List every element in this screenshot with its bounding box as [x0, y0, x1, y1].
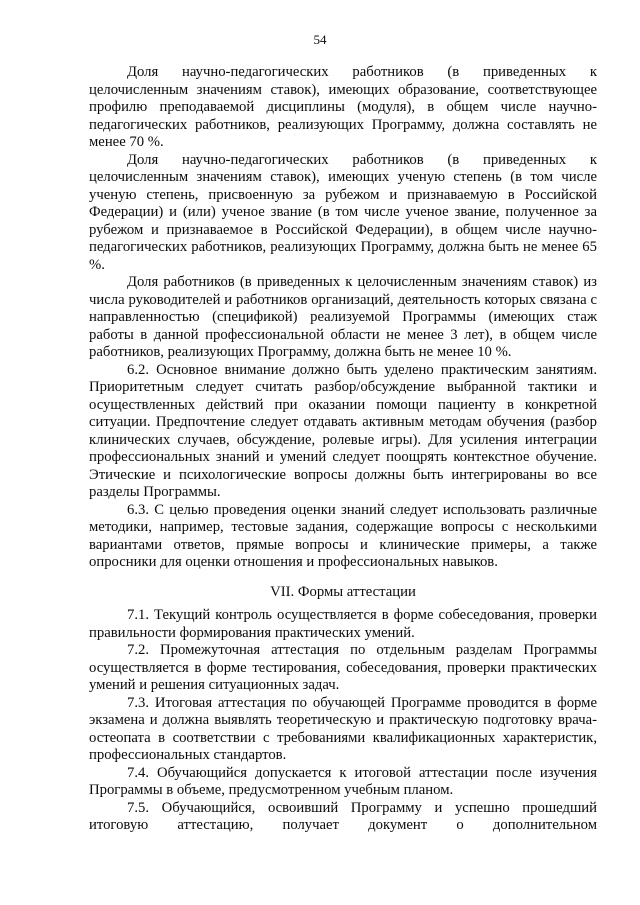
paragraph-7-2: 7.2. Промежуточная аттестация по отдельным разделам Программы осуществляется в форме тестирования, собеседования, проверки практических умений и решения ситуационных задач.: [89, 642, 597, 693]
paragraph-7-3: 7.3. Итоговая аттестация по обучающей Программе проводится в форме экзамена и должна выявлять теоретическую и практическую подготовку врача-остеопата в соответствии с требованиями квалификационных характеристик, профессиональных стандартов.: [89, 694, 597, 763]
paragraph-practitioners-share: Доля работников (в приведенных к целочисленным значениям ставок) из числа руководителей и работников организаций, деятельность которых связана с направленностью (спецификой) реализуемой Программы (имеющих стаж работы в данной профессиональной области не менее 3 лет), в общем числе работников, реализующих Программу, должна быть не менее 10 %.: [89, 274, 597, 360]
paragraph-6-2: 6.2. Основное внимание должно быть уделено практическим занятиям. Приоритетным следует считать разбор/обсуждение выбранной тактики и осуществленных действий при оказании помощи пациенту в конкретной ситуации. Предпочтение следует отдавать активным методам обучения (разбор клинических случаев, обсуждение, ролевые игры). Для усиления интеграции профессиональных знаний и умений следует поощрять контекстное обучение. Этические и психологические вопросы должны быть интегрированы во все разделы Программы.: [89, 361, 597, 500]
section-heading: VII. Формы аттестации: [270, 583, 416, 600]
page-content: [89, 64, 597, 835]
paragraph-6-3: 6.3. С целью проведения оценки знаний следует использовать различные методики, например, тестовые задания, содержащие вопросы с несколькими вариантами ответов, прямые вопросы и клинические примеры, а также опросники для оценки отношения и профессиональных навыков.: [89, 501, 597, 570]
paragraph-7-4: 7.4. Обучающийся допускается к итоговой аттестации после изучения Программы в объеме, предусмотренном учебным планом.: [89, 764, 597, 798]
page-number: 54: [313, 32, 327, 47]
paragraph-staff-degree-share: Доля научно-педагогических работников (в приведенных к целочисленным значениям ставок), имеющих ученую степень (в том числе ученую степень, присвоенную за рубежом и признаваемую в Российской Федерации) и (или) ученое звание (в том числе ученое звание, полученное за рубежом и признаваемое в Российской Федерации), в общем числе научно-педагогических работников, реализующих Программу, должна быть не менее 65 %.: [89, 151, 597, 273]
paragraph-7-5: 7.5. Обучающийся, освоивший Программу и успешно прошедший итоговую аттестацию, получает документ о дополнительном: [89, 799, 597, 833]
spacer: [89, 572, 597, 584]
paragraph-staff-profile-share: Доля научно-педагогических работников (в приведенных к целочисленным значениям ставок), имеющих образование, соответствующее профилю преподаваемой дисциплины (модуля), в общем числе научно-педагогических работников, реализующих Программу, должна составлять не менее 70 %.: [89, 64, 597, 150]
paragraph-7-1: 7.1. Текущий контроль осуществляется в форме собеседования, проверки правильности формирования практических умений.: [89, 607, 597, 641]
